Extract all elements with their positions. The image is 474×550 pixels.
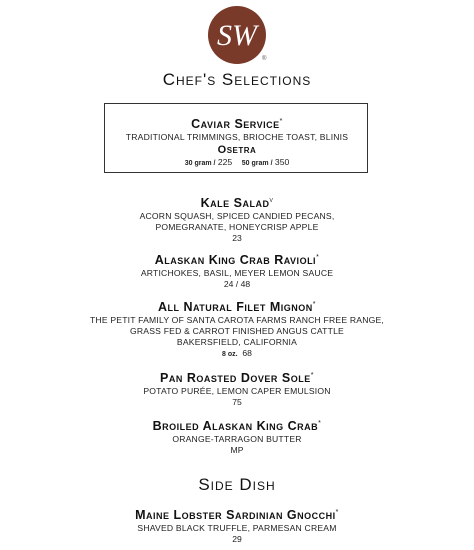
item-desc-2: POMEGRANATE, HONEYCRISP APPLE — [155, 222, 319, 233]
item-desc-1: POTATO PURÉE, LEMON CAPER EMULSION — [143, 386, 331, 397]
item-desc-1: ACORN SQUASH, SPICED CANDIED PECANS, — [139, 211, 335, 222]
item-desc-1: ARTICHOKES, BASIL, MEYER LEMON SAUCE — [140, 268, 334, 279]
item-desc-1: ORANGE-TARRAGON BUTTER — [172, 434, 302, 445]
item-name: Alaskan King Crab Ravioli* — [154, 253, 320, 268]
logo-monogram: SW — [217, 19, 257, 52]
osetra-prices: 30 gram / 225 50 gram / 350 — [184, 157, 290, 168]
caviar-item — [0, 114, 474, 169]
item-name: Maine Lobster Sardinian Gnocchi* — [135, 508, 339, 523]
menu-item-kale-salad — [0, 193, 474, 244]
item-desc-2: GRASS FED & CARROT FINISHED ANGUS CATTLE — [130, 326, 344, 337]
item-price: 23 — [232, 233, 242, 244]
item-price: MP — [230, 445, 244, 456]
page-title: Chef's Selections — [162, 70, 312, 89]
menu-item-king-crab — [0, 416, 474, 456]
item-name: Broiled Alaskan King Crab* — [152, 419, 322, 434]
caviar-desc: TRADITIONAL TRIMMINGS, BRIOCHE TOAST, BLINIS — [125, 132, 349, 143]
item-price: 29 — [232, 534, 242, 545]
item-desc-1: THE PETIT FAMILY OF SANTA CAROTA FARMS RANCH FREE RANGE, — [89, 315, 385, 326]
item-name: Pan Roasted Dover Sole* — [160, 371, 314, 386]
registered-mark: ® — [262, 56, 267, 62]
item-price: 75 — [232, 397, 242, 408]
menu-item-crab-ravioli — [0, 250, 474, 290]
caviar-name: Caviar Service* — [191, 117, 283, 132]
item-name: Kale Salad$^v$ — [200, 196, 274, 211]
menu-item-filet-mignon — [0, 297, 474, 360]
item-desc-1: SHAVED BLACK TRUFFLE, PARMESAN CREAM — [137, 523, 337, 534]
sw-logo — [207, 5, 267, 65]
item-name: All Natural Filet Mignon* — [157, 300, 317, 315]
menu-item-gnocchi — [0, 505, 474, 545]
item-price: 8 oz. 68 — [222, 348, 252, 359]
menu-item-dover-sole — [0, 368, 474, 408]
side-dish-title: Side Dish — [198, 475, 276, 494]
item-price: 24 / 48 — [223, 279, 251, 290]
osetra-name: Osetra — [217, 144, 257, 157]
item-desc-3: BAKERSFIELD, CALIFORNIA — [176, 337, 298, 348]
